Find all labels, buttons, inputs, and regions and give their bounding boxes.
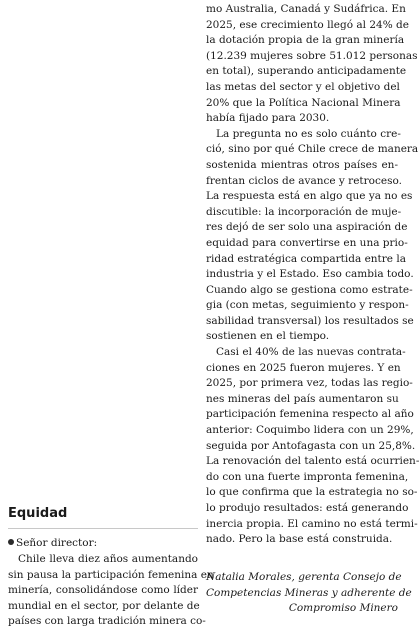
text-line: anterior: Coquimbo lidera con un 29%, bbox=[206, 424, 414, 437]
text-line: frentan ciclos de avance y retroceso. bbox=[206, 174, 402, 187]
text-line: (12.239 mujeres sobre 51.012 personas bbox=[206, 49, 418, 62]
text-line: la dotación propia de la gran minería bbox=[206, 34, 405, 47]
text-line: do con una fuerte impronta femenina, bbox=[206, 470, 409, 483]
text-line: ciones en 2025 fueron mujeres. Y en bbox=[206, 361, 401, 374]
text-line: en total), superando anticipadamente bbox=[206, 65, 407, 78]
letter-body-left bbox=[8, 552, 214, 630]
letter-signature bbox=[206, 570, 412, 617]
text-line: sin pausa la participación femenina en bbox=[8, 568, 214, 581]
text-line: sostienen en el tiempo. bbox=[206, 330, 330, 343]
text-line: sostenida mientras otros países en- bbox=[206, 158, 398, 171]
text-line: La renovación del talento está ocurrien- bbox=[206, 455, 419, 468]
text-line: lo produjo resultados: está generando bbox=[206, 502, 409, 514]
text-line: seguida por Antofagasta con un 25,8%. bbox=[206, 439, 416, 452]
text-line: discutible: la incorporación de muje- bbox=[206, 205, 402, 218]
text-line: había fijado para 2030. bbox=[206, 112, 330, 125]
text-line: nes mineras del país aumentaron su bbox=[206, 392, 399, 405]
text-line: La respuesta está en algo que ya no es bbox=[206, 190, 413, 203]
letter-column-left bbox=[8, 0, 214, 638]
text-line: Cuando algo se gestiona como estrate- bbox=[206, 283, 413, 296]
text-line: 2025, por primera vez, todas las regio- bbox=[206, 377, 413, 390]
text-line: gia (con metas, seguimiento y respon- bbox=[206, 299, 409, 312]
salutation-text: Señor director: bbox=[16, 537, 98, 549]
text-line: participación femenina respecto al año bbox=[206, 408, 414, 421]
text-line: Chile lleva diez años aumentando bbox=[18, 553, 198, 565]
text-line: ció, sino por qué Chile crece de manera bbox=[206, 143, 419, 156]
signature-line: Competencias Mineras y adherente de bbox=[206, 586, 412, 599]
letter-column-right bbox=[206, 0, 419, 638]
text-line: 2025, ese crecimiento llegó al 24% de bbox=[206, 18, 409, 31]
text-line: las metas del sector y el objetivo del bbox=[206, 80, 400, 93]
text-line: 20% que la Política Nacional Minera bbox=[206, 96, 401, 109]
signature-line: Compromiso Minero bbox=[288, 602, 398, 615]
letter-headline: Equidad bbox=[8, 506, 68, 521]
text-line: equidad para convertirse en una prio- bbox=[206, 236, 408, 249]
text-line: lo que confirma que la estrategia no so- bbox=[206, 486, 418, 499]
text-line: países con larga tradición minera co- bbox=[8, 615, 206, 628]
text-line: sabilidad transversal) los resultados se bbox=[206, 314, 414, 327]
salutation bbox=[8, 536, 97, 550]
text-line: inercia propia. El camino no está termi- bbox=[206, 517, 418, 530]
headline-divider bbox=[8, 528, 198, 529]
text-line: mundial en el sector, por delante de bbox=[8, 599, 200, 612]
text-line: La pregunta no es solo cuánto cre- bbox=[216, 127, 401, 140]
text-line: nado. Pero la base está construida. bbox=[206, 533, 393, 546]
text-line: industria y el Estado. Eso cambia todo. bbox=[206, 268, 414, 281]
text-line: minería, consolidándose como líder bbox=[8, 584, 198, 597]
signature-line: Natalia Morales, gerenta Consejo de bbox=[206, 571, 402, 583]
text-line: mo Australia, Canadá y Sudáfrica. En bbox=[206, 3, 406, 15]
text-line: ridad estratégica compartida entre la bbox=[206, 252, 406, 265]
letter-body-right bbox=[206, 2, 419, 548]
text-line: Casi el 40% de las nuevas contrata- bbox=[216, 346, 406, 359]
text-line: res dejó de ser solo una aspiración de bbox=[206, 221, 408, 234]
bullet-icon bbox=[8, 539, 14, 545]
